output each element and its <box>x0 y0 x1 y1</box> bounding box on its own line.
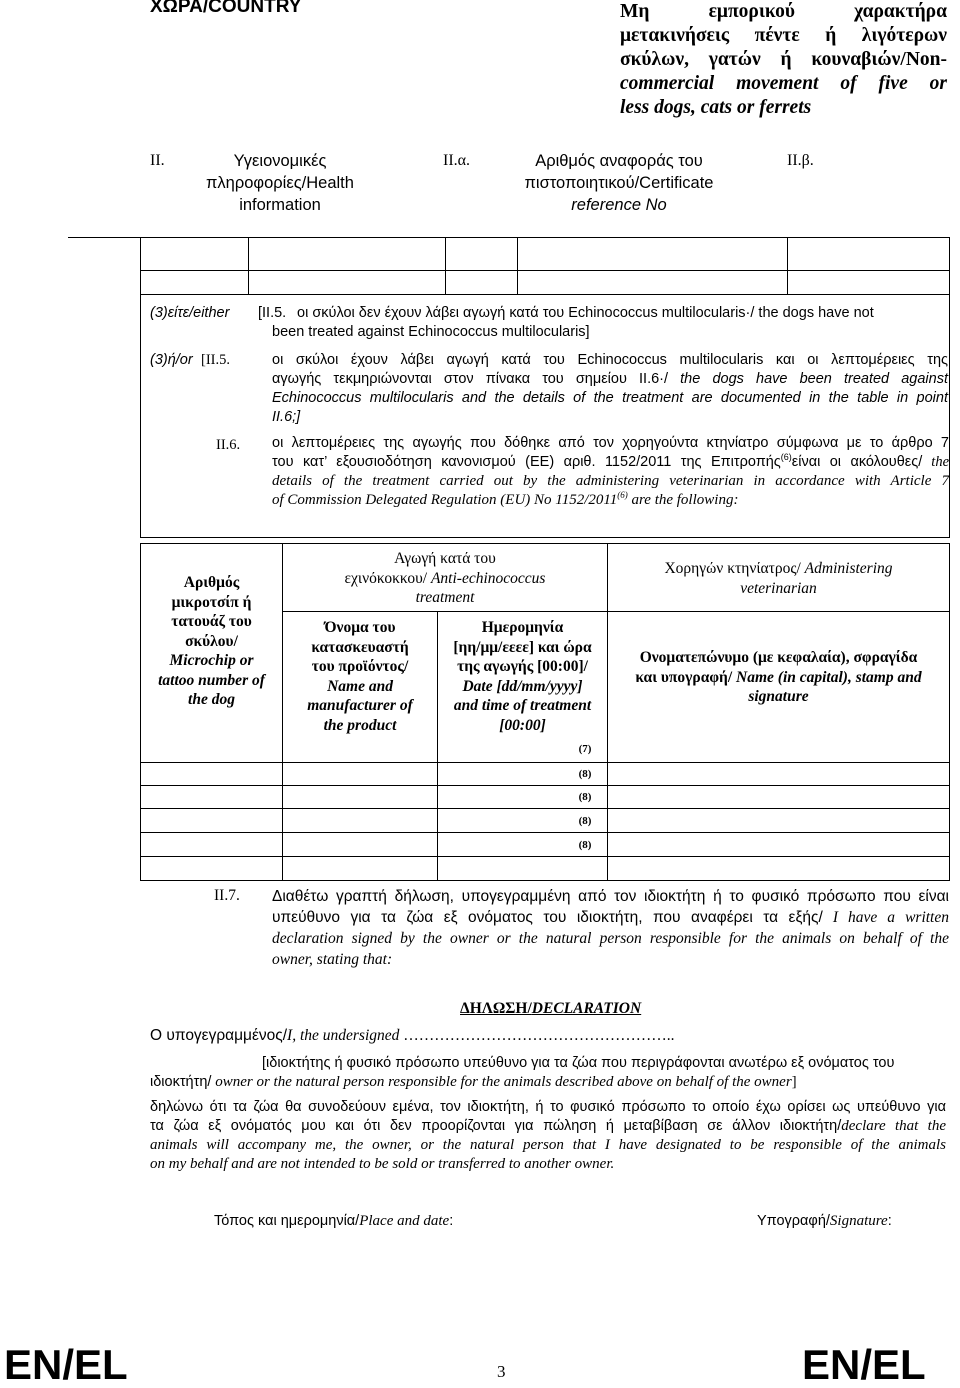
certificate-title: Μη εμπορικού χαρακτήρα μετακινήσεις πέντε ή λιγότερων σκύλων, γατών ή κουναβιών/Non- commercial movement of five or less dogs, cats or ferrets <box>620 1 947 118</box>
footer-language-right: EN/EL <box>802 1341 926 1388</box>
table-bottom-rule <box>140 880 950 881</box>
table-subhead-rule <box>282 611 607 612</box>
col-microchip-header: Αριθμός μικροτσίπ ή τατουάζ του σκύλου/ Microchip or tattoo number of the dog <box>158 574 265 708</box>
section-6-number: II.6. <box>216 437 241 453</box>
or-number: [II.5. <box>201 352 230 368</box>
either-label: (3)είτε/either <box>150 305 230 321</box>
row-mark-7: (7) <box>578 743 592 755</box>
section-7-number: II.7. <box>214 887 240 904</box>
section-7-text: Διαθέτω γραπτή δήλωση, υπογεγραμμένη από τον ιδιοκτήτη ή το φυσικό πρόσωπο που είναι υπεύθυνο για τα ζώα εξ ονόματος του ιδιοκτήτη, που αναφέρει τα εξής/ I have a written declaration signed by the owner or the natural person responsible for the animals on behalf of the owner, stating that: <box>272 888 949 968</box>
either-number: [II.5. <box>258 305 287 321</box>
header-mid-rule <box>140 270 950 271</box>
header-divider-2 <box>445 237 446 294</box>
table-top-rule <box>140 543 950 544</box>
health-information-label: Υγειονομικές πληροφορίες/Health information <box>206 152 354 214</box>
header-divider-3 <box>517 237 518 294</box>
page-number: 3 <box>497 1362 506 1381</box>
header-top-rule <box>68 237 950 238</box>
col-date-header: Ημερομηνία [ηη/μμ/εεεε] και ώρα της αγωγής [00:00]/ Date [dd/mm/yyyy] and time of treatment [00:00] <box>453 619 592 734</box>
table-row-rule-5 <box>140 856 950 857</box>
signature-field: Υπογραφή/Signature: <box>757 1213 892 1229</box>
row-mark-8d: (8) <box>578 839 592 851</box>
col-treatment-header: Αγωγή κατά του εχινόκοκκου/ Anti-echinococcus treatment <box>344 550 546 606</box>
section-bottom-rule <box>140 537 950 538</box>
or-label: (3)ή/or <box>150 352 193 368</box>
table-row-rule-1 <box>140 762 950 763</box>
part-a-number: II.α. <box>443 152 471 169</box>
header-left-rule <box>140 237 141 537</box>
part-b-number: II.β. <box>787 152 814 169</box>
owner-statement: [ιδιοκτήτης ή φυσικό πρόσωπο υπεύθυνο για τα ζώα που περιγράφονται ανωτέρω εξ ονόματος του <box>262 1055 895 1071</box>
table-vet-subhead-rule <box>607 611 949 612</box>
either-text: οι σκύλοι δεν έχουν λάβει αγωγή κατά του Echinococcus multilocularis·/ the dogs have not <box>297 305 874 321</box>
col-product-header: Όνομα του κατασκευαστή του προϊόντος/ Name and manufacturer of the product <box>307 619 413 734</box>
or-text: οι σκύλοι έχουν λάβει αγωγή κατά του Echinococcus multilocularis και οι λεπτομέρειες της αγωγής τεκμηριώνονται στον πίνακα του σημείου ΙΙ.6·/ the dogs have been treated against Echinococcus multilocularis and the details of the treatment are documented in the table in point II.6;] <box>272 352 948 425</box>
header-right-rule <box>949 237 950 537</box>
table-row-rule-2 <box>140 785 950 786</box>
row-mark-8c: (8) <box>578 815 592 827</box>
country-label: ΧΩΡΑ/COUNTRY <box>150 0 302 17</box>
header-divider-1 <box>248 237 249 294</box>
header-bottom-rule <box>140 294 950 295</box>
table-right-rule <box>949 543 950 881</box>
declaration-title: ΔΗΛΩΣΗ/DECLARATION <box>460 1000 642 1017</box>
either-text-line2: been treated against Echinococcus multilocularis] <box>272 324 590 340</box>
header-divider-4 <box>787 237 788 294</box>
col-vet-header: Χορηγών κτηνίατρος/ Administering veterinarian <box>664 560 893 597</box>
certificate-reference-label: Αριθμός αναφοράς του πιστοποιητικού/Certificate reference No <box>524 152 714 214</box>
section-6-text: οι λεπτομέρειες της αγωγής που δόθηκε από τον χορηγούντα κτηνίατρο σύμφωνα με το άρθρο 7 του κατ’ εξουσιοδότηση κανονισμού (ΕΕ) αριθ. 1152/2011 της Επιτροπής$^{(6)}$είναι οι ακόλουθες/ the details of the treatment carried out by the administering veterinarian in accordance with Article 7 of Commission Delegated Regulation (EU) No 1152/2011$^{(6)}$ are the following: <box>272 435 950 508</box>
table-row-rule-3 <box>140 808 950 809</box>
owner-statement-line2: ιδιοκτήτη/ owner or the natural person responsible for the animals described above on behalf of the owner] <box>150 1074 797 1090</box>
undersigned-line: Ο υπογεγραμμένος/I, the undersigned …………………………………………….. <box>150 1027 675 1044</box>
table-row-rule-4 <box>140 832 950 833</box>
place-and-date-field: Τόπος και ημερομηνία/Place and date: <box>214 1213 454 1229</box>
part-number: II. <box>150 152 165 169</box>
footer-language-left: EN/EL <box>4 1341 128 1388</box>
row-mark-8b: (8) <box>578 791 592 803</box>
row-mark-8a: (8) <box>578 768 592 780</box>
col-vet-name-header: Ονοματεπώνυμο (με κεφαλαία), σφραγίδα και υπογραφή/ Name (in capital), stamp and signature <box>635 649 922 705</box>
declaration-statement: δηλώνω ότι τα ζώα θα συνοδεύουν εμένα, τον ιδιοκτήτη, ή το φυσικό πρόσωπο το οποίο έχω ορίσει ως υπεύθυνο για τα ζώα εξ ονόματός μου και ότι δεν προορίζονται για πώληση ή μεταβίβαση σε άλλον ιδιοκτήτη/declare that the animals will accompany me, the owner, or the natural person that I have designated to be responsible of the animals on my behalf and are not intended to be sold or transferred to another owner. <box>150 1099 946 1172</box>
